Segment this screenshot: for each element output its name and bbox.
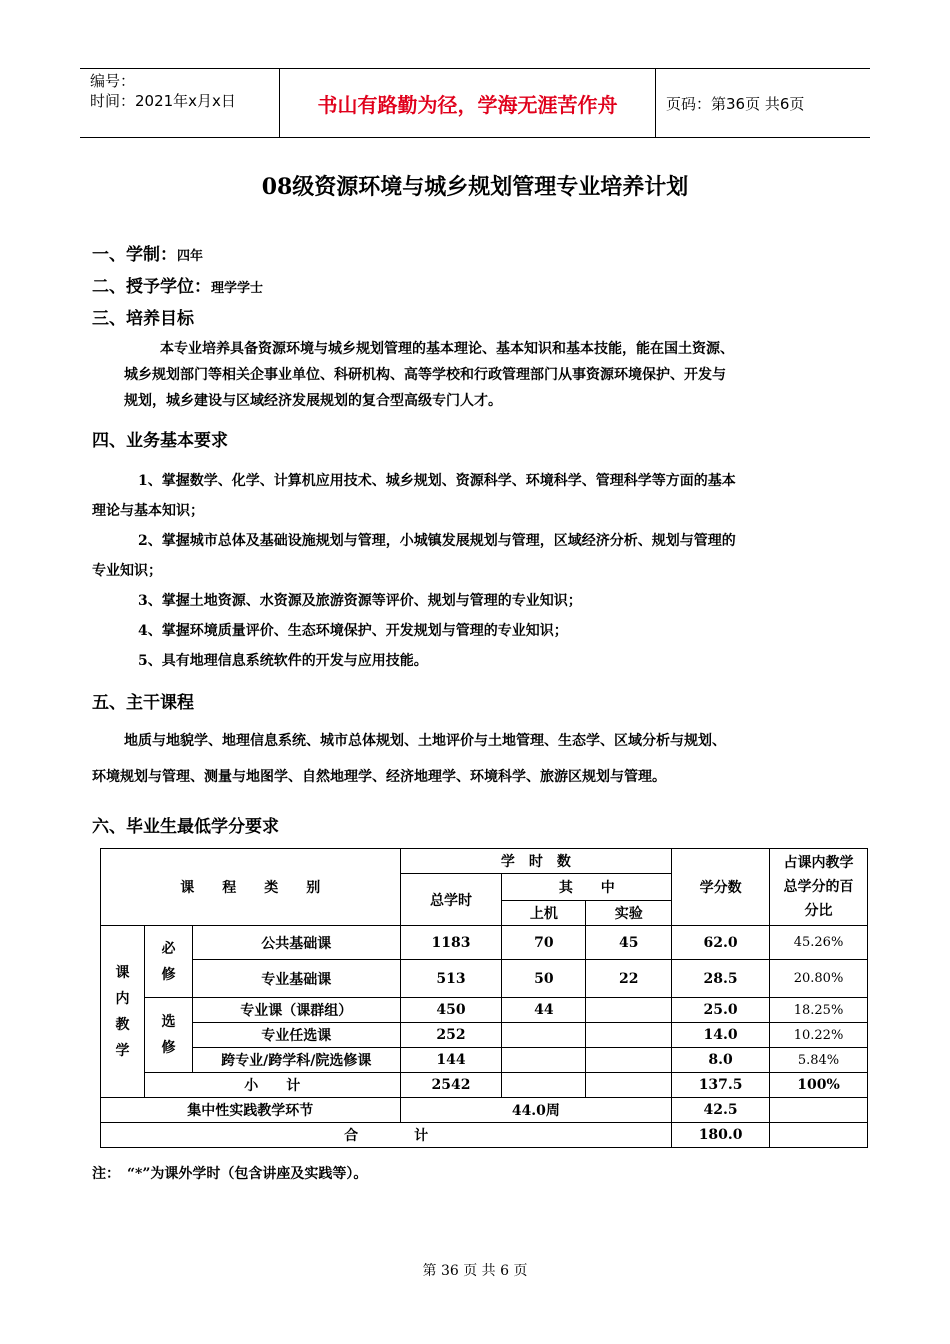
section-requirements-heading: 四、业务基本要求 [92,431,228,451]
row-computer: 44 [502,998,586,1023]
row-computer: 70 [502,926,586,960]
section-degree-label: 二、授予学位： [92,277,211,297]
objectives-line-2: 城乡规划部门等相关企事业单位、科研机构、高等学校和行政管理部门从事资源环境保护、开发与 [124,367,726,383]
header-computer: 上机 [502,901,586,926]
row-percent: 18.25% [770,998,868,1023]
row-name: 专业任选课 [192,1023,400,1048]
row-lab [586,1023,672,1048]
row-credits: 28.5 [672,960,770,998]
subtotal-row [101,1073,868,1098]
row-credits: 14.0 [672,1023,770,1048]
requirement-1b: 理论与基本知识； [92,503,204,519]
row-lab [586,1048,672,1073]
row-total: 450 [400,998,502,1023]
group-required: 必修 [144,926,192,998]
requirement-2a: 2、掌握城市总体及基础设施规划与管理，小城镇发展规划与管理，区域经济分析、规划与管理的 [138,533,736,549]
header-page-info: 页码：第36页 共6页 [666,94,805,113]
section-degree [92,272,263,297]
section-duration-value: 四年 [177,249,204,264]
row-computer: 50 [502,960,586,998]
practice-hours: 44.0周 [400,1098,672,1123]
grand-total-credits: 180.0 [672,1123,770,1148]
header-category: 课 程 类 别 [101,849,401,926]
header-percent: 占课内教学总学分的百分比 [770,849,868,926]
row-name: 公共基础课 [192,926,400,960]
section-degree-value: 理学学士 [211,281,264,296]
header-total-hours: 总学时 [400,874,502,926]
objectives-line-1: 本专业培养具备资源环境与城乡规划管理的基本理论、基本知识和基本技能，能在国土资源、 [160,341,734,357]
row-lab: 22 [586,960,672,998]
practice-credits: 42.5 [672,1098,770,1123]
section-objectives-heading: 三、培养目标 [92,309,194,329]
row-credits: 8.0 [672,1048,770,1073]
row-percent: 5.84% [770,1048,868,1073]
row-lab [586,998,672,1023]
practice-row [101,1098,868,1123]
table-row [101,1023,868,1048]
objectives-line-3: 规划，城乡建设与区域经济发展规划的复合型高级专门人才。 [124,393,502,409]
page-footer: 第 36 页 共 6 页 [422,1263,528,1279]
header-credits: 学分数 [672,849,770,926]
table-row [101,960,868,998]
table-note: 注： “*”为课外学时（包含讲座及实践等）。 [92,1166,368,1182]
row-computer [502,1023,586,1048]
row-lab: 45 [586,926,672,960]
courses-line-2: 环境规划与管理、测量与地图学、自然地理学、经济地理学、环境科学、旅游区规划与管理。 [92,769,666,785]
header-hours: 学 时 数 [400,849,672,874]
document-title: 08级资源环境与城乡规划管理专业培养计划 [261,174,689,200]
requirement-4: 4、掌握环境质量评价、生态环境保护、开发规划与管理的专业知识； [138,623,568,639]
header-lab: 实验 [586,901,672,926]
row-name: 专业课（课群组） [192,998,400,1023]
table-row [101,998,868,1023]
header-motto: 书山有路勤为径，学海无涯苦作舟 [280,69,656,137]
row-percent: 45.26% [770,926,868,960]
subtotal-total: 2542 [400,1073,502,1098]
table-row [101,1048,868,1073]
row-name: 跨专业/跨学科/院选修课 [192,1048,400,1073]
section-duration [92,240,203,265]
row-credits: 62.0 [672,926,770,960]
requirement-3: 3、掌握土地资源、水资源及旅游资源等评价、规划与管理的专业知识； [138,593,582,609]
section-credits-heading: 六、毕业生最低学分要求 [92,817,279,837]
row-total: 513 [400,960,502,998]
requirement-5: 5、具有地理信息系统软件的开发与应用技能。 [138,653,428,669]
row-name: 专业基础课 [192,960,400,998]
courses-line-1: 地质与地貌学、地理信息系统、城市总体规划、土地评价与土地管理、生态学、区域分析与规划、 [124,733,726,749]
group-in-class: 课内教学 [101,926,145,1098]
row-total: 1183 [400,926,502,960]
subtotal-credits: 137.5 [672,1073,770,1098]
row-credits: 25.0 [672,998,770,1023]
row-percent: 10.22% [770,1023,868,1048]
subtotal-percent: 100% [770,1073,868,1098]
header-among: 其 中 [502,874,672,901]
row-percent: 20.80% [770,960,868,998]
document-number-label: 编号： [90,72,136,90]
requirement-2b: 专业知识； [92,563,162,579]
table-row [101,926,868,960]
section-duration-label: 一、学制： [92,245,177,265]
row-computer [502,1048,586,1073]
section-courses-heading: 五、主干课程 [92,693,194,713]
grand-total-label: 合 计 [101,1123,672,1148]
page-header [80,68,870,138]
header-meta [80,69,280,137]
grand-total-row [101,1123,868,1148]
credits-table [100,848,868,1148]
subtotal-label: 小 计 [144,1073,400,1098]
row-total: 144 [400,1048,502,1073]
practice-label: 集中性实践教学环节 [101,1098,401,1123]
row-total: 252 [400,1023,502,1048]
group-elective: 选修 [144,998,192,1073]
requirement-1a: 1、掌握数学、化学、计算机应用技术、城乡规划、资源科学、环境科学、管理科学等方面的基本 [138,473,736,489]
document-date: 时间：2021年x月x日 [90,92,236,110]
